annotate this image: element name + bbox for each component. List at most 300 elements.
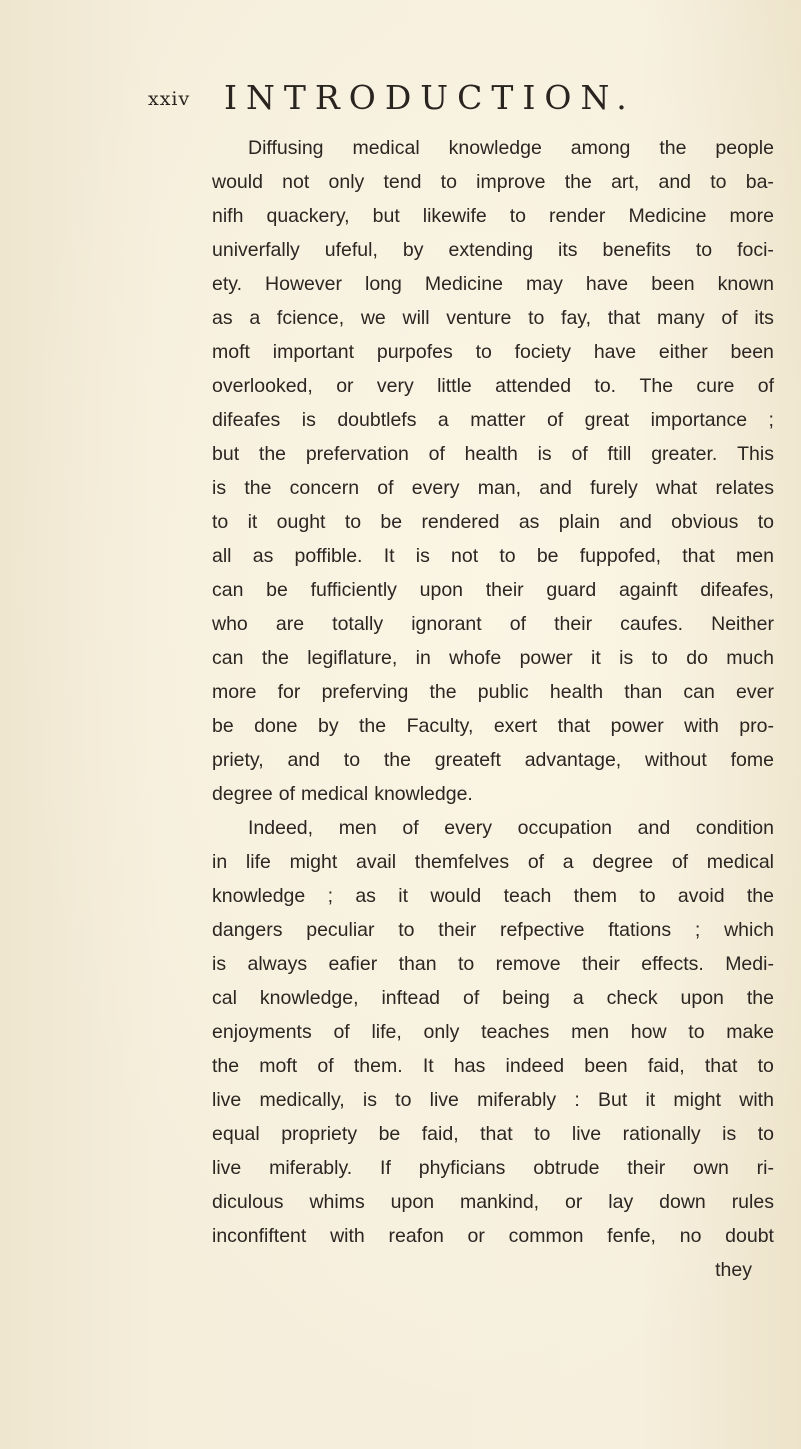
word: and (658, 171, 692, 193)
word: live (212, 1157, 242, 1179)
word: to (212, 511, 229, 533)
word: public (477, 681, 529, 703)
word: It (383, 545, 395, 567)
word: with (330, 1225, 365, 1247)
word: to (651, 647, 668, 669)
word: ; (768, 409, 774, 431)
word: themfelves (414, 851, 510, 873)
word: has (453, 1055, 486, 1077)
word: rationally (622, 1123, 701, 1145)
word: whofe (449, 647, 502, 669)
word: extending (448, 239, 534, 261)
word: own (693, 1157, 729, 1179)
word: health (464, 443, 518, 465)
text-line-26 (212, 981, 774, 1015)
word: propriety (281, 1123, 358, 1145)
word: reafon (388, 1225, 444, 1247)
word: This (737, 443, 774, 465)
word: only (328, 171, 365, 193)
word: totally (332, 613, 384, 635)
word: in (415, 647, 431, 669)
word: they (715, 1259, 752, 1281)
word: fociety (514, 341, 571, 363)
word: of (509, 613, 527, 635)
word: might (673, 1089, 722, 1111)
word: to (457, 953, 475, 975)
word: great (584, 409, 630, 431)
word: not (451, 545, 479, 567)
word: ftations (608, 919, 672, 941)
word: their (438, 919, 477, 941)
catchword (212, 1253, 774, 1287)
word: how (630, 1021, 667, 1043)
text-line-13 (212, 539, 774, 573)
word: more (212, 681, 257, 703)
text-line-20 (212, 777, 774, 811)
word: to (509, 205, 526, 227)
word: health (549, 681, 604, 703)
word: It (422, 1055, 434, 1077)
word: and (539, 477, 572, 499)
word: to (534, 1123, 551, 1145)
word: diculous (212, 1191, 284, 1213)
word: of (377, 477, 394, 499)
text-line-29 (212, 1083, 774, 1117)
word: obvious (671, 511, 739, 533)
word: of (671, 851, 689, 873)
word: knowledge. (374, 783, 473, 805)
word: phyficians (418, 1157, 506, 1179)
word: prefervation (305, 443, 409, 465)
word: the (383, 749, 411, 771)
word: to (688, 1021, 705, 1043)
word: their (581, 953, 620, 975)
word: plain (558, 511, 600, 533)
word: caufes. (620, 613, 684, 635)
word: to (639, 885, 656, 907)
word: ; (327, 885, 333, 907)
word: attended (495, 375, 572, 397)
word: by (317, 715, 339, 737)
word: ; (694, 919, 701, 941)
word: condition (695, 817, 774, 839)
word: occupation (517, 817, 612, 839)
text-line-33 (212, 1219, 774, 1253)
word: life, (371, 1021, 402, 1043)
word: upon (390, 1191, 435, 1213)
word: for (277, 681, 301, 703)
word: preferving (321, 681, 409, 703)
word: greater. (651, 443, 718, 465)
word: it (645, 1089, 656, 1111)
word: be (536, 545, 559, 567)
word: that (607, 307, 641, 329)
word: ought (276, 511, 326, 533)
word: every (444, 817, 492, 839)
word: purpofes (376, 341, 453, 363)
text-line-12 (212, 505, 774, 539)
text-line-9 (212, 403, 774, 437)
word: important (272, 341, 355, 363)
word: them (573, 885, 617, 907)
word: remove (495, 953, 561, 975)
text-line-6 (212, 301, 774, 335)
word: that (480, 1123, 513, 1145)
word: but (372, 205, 400, 227)
word: ufeful, (324, 239, 378, 261)
word: degree (212, 783, 273, 805)
word: teaches (481, 1021, 550, 1043)
text-line-22 (212, 845, 774, 879)
word: their (554, 613, 593, 635)
word: very (376, 375, 414, 397)
word: life (245, 851, 271, 873)
word: a (572, 987, 584, 1009)
word: render (549, 205, 606, 227)
word: to (528, 307, 545, 329)
word: have (593, 341, 637, 363)
word: to (343, 749, 361, 771)
word: miferably (477, 1089, 557, 1111)
text-line-18 (212, 709, 774, 743)
text-line-16 (212, 641, 774, 675)
word: furely (590, 477, 638, 499)
word: no (679, 1225, 702, 1247)
word: Neither (711, 613, 774, 635)
word: without (645, 749, 707, 771)
word: degree (592, 851, 654, 873)
word: can (212, 579, 244, 601)
word: cal (212, 987, 237, 1009)
text-line-5 (212, 267, 774, 301)
word: concern (289, 477, 360, 499)
word: of (546, 409, 564, 431)
word: medical (352, 137, 420, 159)
word: rules (731, 1191, 774, 1213)
word: venture (446, 307, 512, 329)
word: faid, (421, 1123, 459, 1145)
word: the (746, 987, 774, 1009)
word: them. (353, 1055, 403, 1077)
word: be (212, 715, 234, 737)
word: it (591, 647, 601, 669)
word: of (571, 443, 588, 465)
text-line-30 (212, 1117, 774, 1151)
word: ever (736, 681, 774, 703)
word: have (585, 273, 629, 295)
word: of (278, 783, 295, 805)
word: advantage, (524, 749, 622, 771)
word: down (659, 1191, 706, 1213)
word: either (658, 341, 708, 363)
word: would (430, 885, 482, 907)
word: ety. (212, 273, 242, 295)
word: or (336, 375, 354, 397)
word: all (212, 545, 232, 567)
text-line-28 (212, 1049, 774, 1083)
word: be (378, 1123, 401, 1145)
text-line-23 (212, 879, 774, 913)
text-line-1 (212, 131, 774, 165)
word: guard (546, 579, 597, 601)
word: of (462, 987, 480, 1009)
word: that (704, 1055, 738, 1077)
word: to (695, 239, 713, 261)
word: the (746, 885, 774, 907)
word: miferably. (269, 1157, 353, 1179)
word: of (317, 1055, 334, 1077)
word: that (682, 545, 715, 567)
word: peculiar (306, 919, 375, 941)
word: men (338, 817, 377, 839)
word: will (402, 307, 430, 329)
word: Indeed, (248, 817, 314, 839)
word: doubt (725, 1225, 774, 1247)
word: who (212, 613, 248, 635)
word: knowledge, (259, 987, 359, 1009)
word: lay (608, 1191, 634, 1213)
word: long (365, 273, 402, 295)
word: relates (715, 477, 774, 499)
word: medical (706, 851, 774, 873)
word: be (266, 579, 288, 601)
text-line-10 (212, 437, 774, 471)
word: The (639, 375, 674, 397)
word: rendered (421, 511, 500, 533)
body-text (212, 131, 774, 1287)
word: to (499, 545, 516, 567)
word: make (726, 1021, 774, 1043)
word: likewife (422, 205, 487, 227)
word: men (571, 1021, 610, 1043)
word: a (437, 409, 449, 431)
word: fome (730, 749, 774, 771)
word: medical (300, 783, 369, 805)
word: tend (383, 171, 422, 193)
word: the (258, 443, 287, 465)
word: not (282, 171, 310, 193)
word: its (754, 307, 774, 329)
word: teach (503, 885, 552, 907)
word: againft (618, 579, 678, 601)
word: refpective (499, 919, 585, 941)
word: been (651, 273, 695, 295)
word: its (558, 239, 578, 261)
word: cure (696, 375, 735, 397)
word: art, (611, 171, 640, 193)
word: live (571, 1123, 602, 1145)
word: are (275, 613, 305, 635)
word: than (624, 681, 663, 703)
word: knowledge (212, 885, 306, 907)
word: fcience, (276, 307, 345, 329)
word: of (333, 1021, 350, 1043)
word: fuppofed, (579, 545, 662, 567)
word: of (527, 851, 545, 873)
word: benefits (602, 239, 671, 261)
word: upon (680, 987, 724, 1009)
word: as (518, 511, 540, 533)
word: only (423, 1021, 460, 1043)
word: poffible. (294, 545, 363, 567)
word: to (344, 511, 362, 533)
word: is (619, 647, 634, 669)
text-line-17 (212, 675, 774, 709)
word: to (710, 171, 727, 193)
word: the (359, 715, 387, 737)
word: it (247, 511, 258, 533)
word: their (485, 579, 524, 601)
word: to (440, 171, 457, 193)
word: to (757, 511, 774, 533)
word: with (684, 715, 719, 737)
word: the (564, 171, 592, 193)
word: avoid (677, 885, 725, 907)
word: to (757, 1123, 774, 1145)
word: men (735, 545, 774, 567)
word: we (360, 307, 386, 329)
word: by (402, 239, 424, 261)
text-line-19 (212, 743, 774, 777)
word: in (212, 851, 228, 873)
word: to (398, 919, 415, 941)
word: dangers (212, 919, 283, 941)
word: indeed (505, 1055, 565, 1077)
word: obtrude (533, 1157, 600, 1179)
word: Medicine (628, 205, 707, 227)
word: ba- (745, 171, 774, 193)
word: doubtlefs (337, 409, 417, 431)
word: upon (419, 579, 464, 601)
word: is (212, 477, 227, 499)
word: people (715, 137, 774, 159)
word: can (683, 681, 715, 703)
word: exert (493, 715, 538, 737)
word: of (428, 443, 445, 465)
word: with (739, 1089, 774, 1111)
word: and (287, 749, 320, 771)
text-line-25 (212, 947, 774, 981)
text-line-4 (212, 233, 774, 267)
word: is (722, 1123, 737, 1145)
word: moft (212, 341, 250, 363)
word: live (429, 1089, 459, 1111)
word: live (212, 1089, 242, 1111)
word: : (574, 1089, 580, 1111)
word: ignorant (411, 613, 482, 635)
word: overlooked, (212, 375, 313, 397)
word: is (415, 545, 430, 567)
word: and (637, 817, 671, 839)
word: to (757, 1055, 774, 1077)
word: moft (259, 1055, 298, 1077)
word: but (212, 443, 240, 465)
word: much (726, 647, 774, 669)
word: every (411, 477, 460, 499)
text-line-15 (212, 607, 774, 641)
text-line-14 (212, 573, 774, 607)
word: is (301, 409, 316, 431)
word: Diffusing (248, 137, 324, 159)
word: to. (594, 375, 617, 397)
word: difeafes, (700, 579, 774, 601)
word: inftead (381, 987, 441, 1009)
word: medically, (259, 1089, 345, 1111)
word: power (610, 715, 664, 737)
word: foci- (737, 239, 774, 261)
word: what (656, 477, 698, 499)
word: the (244, 477, 272, 499)
word: mankind, (459, 1191, 540, 1213)
word: greateft (434, 749, 501, 771)
page-header (148, 78, 748, 118)
text-line-32 (212, 1185, 774, 1219)
word: been (584, 1055, 628, 1077)
word: a (249, 307, 261, 329)
word: effects. (641, 953, 704, 975)
word: legiflature, (307, 647, 398, 669)
word: to (395, 1089, 412, 1111)
word: If (380, 1157, 391, 1179)
word: and (619, 511, 652, 533)
running-head: INTRODUCTION. (224, 78, 636, 117)
text-line-11 (212, 471, 774, 505)
word: is (362, 1089, 377, 1111)
word: to (475, 341, 492, 363)
word: as (355, 885, 376, 907)
word: being (502, 987, 550, 1009)
word: the (212, 1055, 240, 1077)
word: eafier (328, 953, 378, 975)
word: which (724, 919, 774, 941)
word: power (519, 647, 573, 669)
word: fay, (561, 307, 592, 329)
word: among (570, 137, 631, 159)
word: But (597, 1089, 628, 1111)
word: known (717, 273, 774, 295)
word: been (730, 341, 774, 363)
word: check (606, 987, 658, 1009)
text-line-31 (212, 1151, 774, 1185)
word: importance (650, 409, 748, 431)
word: the (429, 681, 457, 703)
text-line-21 (212, 811, 774, 845)
text-line-3 (212, 199, 774, 233)
word: be (380, 511, 403, 533)
word: than (398, 953, 437, 975)
word: would (212, 171, 263, 193)
word: or (467, 1225, 485, 1247)
word: priety, (212, 749, 264, 771)
word: quackery, (266, 205, 350, 227)
word: always (247, 953, 308, 975)
word: can (212, 647, 244, 669)
word: Medicine (424, 273, 503, 295)
word: ftill (607, 443, 632, 465)
word: univerfally (212, 239, 300, 261)
word: equal (212, 1123, 260, 1145)
word: is (537, 443, 552, 465)
word: faid, (647, 1055, 685, 1077)
word: or (565, 1191, 583, 1213)
word: ri- (756, 1157, 774, 1179)
word: knowledge (448, 137, 542, 159)
word: enjoyments (212, 1021, 312, 1043)
word: as (252, 545, 274, 567)
word: matter (470, 409, 526, 431)
word: fenfe, (607, 1225, 656, 1247)
text-line-24 (212, 913, 774, 947)
